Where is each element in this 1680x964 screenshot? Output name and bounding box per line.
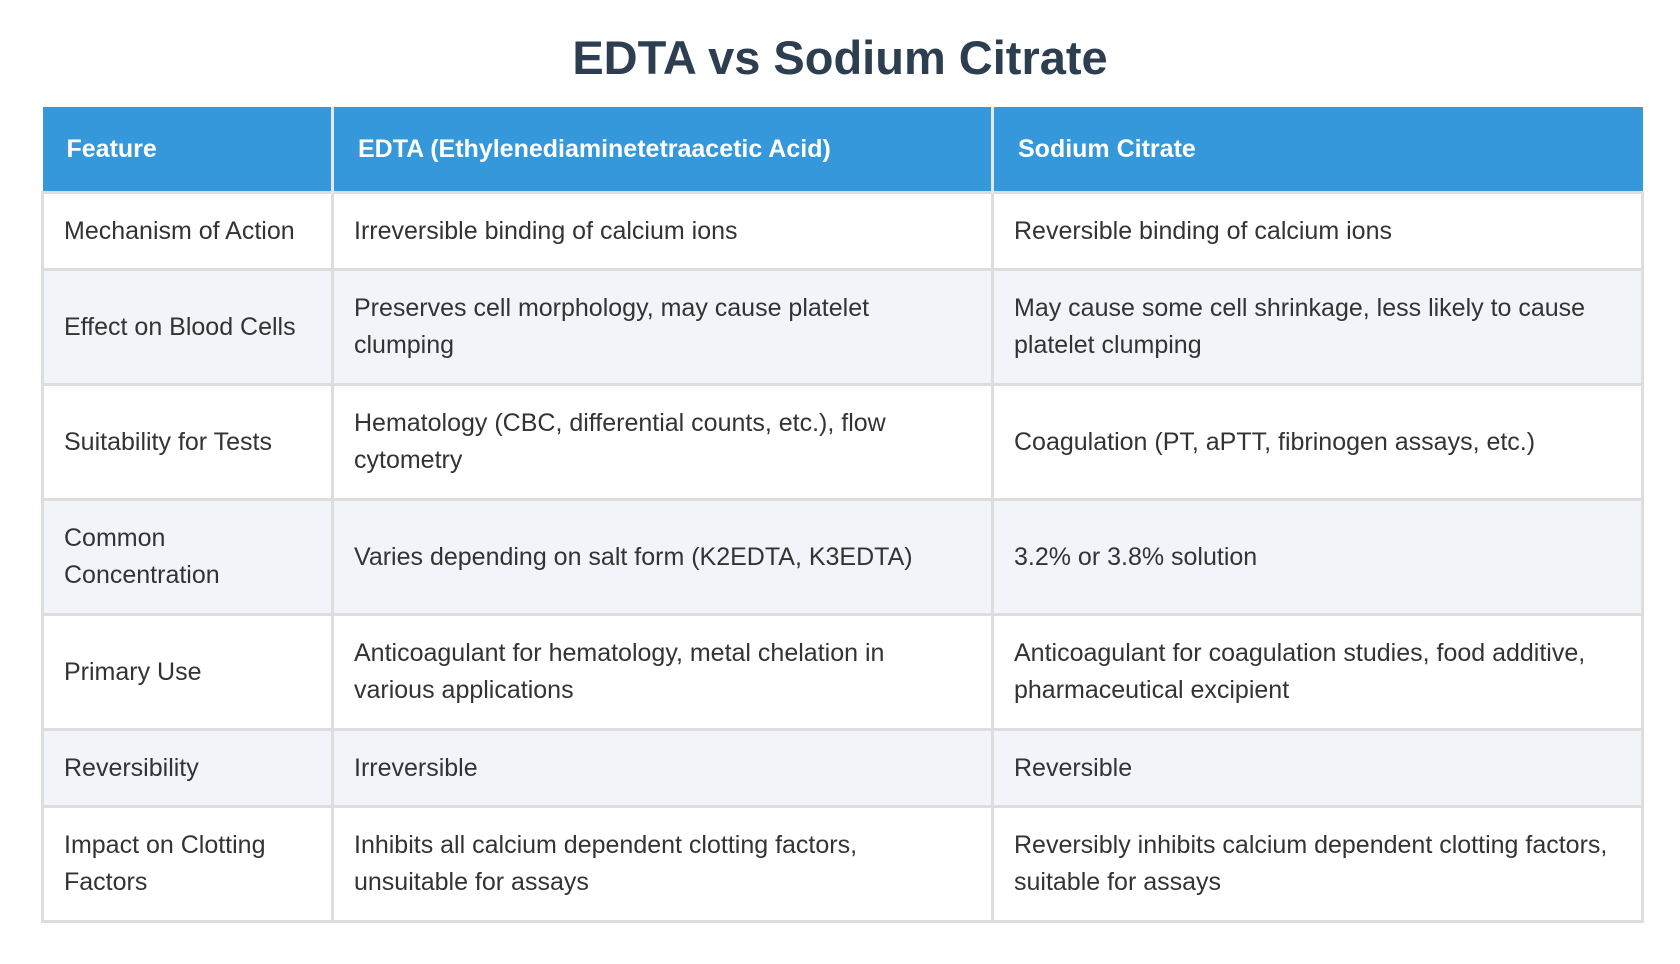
edta-cell: Irreversible	[333, 730, 993, 807]
sodium-citrate-cell: May cause some cell shrinkage, less likely to cause platelet clumping	[993, 270, 1643, 385]
edta-cell: Preserves cell morphology, may cause platelet clumping	[333, 270, 993, 385]
comparison-table	[41, 107, 1644, 923]
edta-cell: Anticoagulant for hematology, metal chelation in various applications	[333, 615, 993, 730]
comparison-table-container	[41, 107, 1641, 923]
sodium-citrate-cell: 3.2% or 3.8% solution	[993, 500, 1643, 615]
table-row	[43, 730, 1643, 807]
table-row	[43, 500, 1643, 615]
header-edta: EDTA (Ethylenediaminetetraacetic Acid)	[333, 107, 993, 193]
feature-cell: Mechanism of Action	[43, 193, 333, 270]
header-row	[43, 107, 1643, 193]
feature-cell: Common Concentration	[43, 500, 333, 615]
sodium-citrate-cell: Anticoagulant for coagulation studies, food additive, pharmaceutical excipient	[993, 615, 1643, 730]
page-title: EDTA vs Sodium Citrate	[572, 31, 1108, 84]
header-sodium-citrate: Sodium Citrate	[993, 107, 1643, 193]
sodium-citrate-cell: Reversible	[993, 730, 1643, 807]
sodium-citrate-cell: Reversible binding of calcium ions	[993, 193, 1643, 270]
feature-cell: Effect on Blood Cells	[43, 270, 333, 385]
table-row	[43, 385, 1643, 500]
sodium-citrate-cell: Coagulation (PT, aPTT, fibrinogen assays, etc.)	[993, 385, 1643, 500]
edta-cell: Varies depending on salt form (K2EDTA, K3EDTA)	[333, 500, 993, 615]
feature-cell: Impact on Clotting Factors	[43, 807, 333, 922]
edta-cell: Hematology (CBC, differential counts, etc.), flow cytometry	[333, 385, 993, 500]
table-row	[43, 193, 1643, 270]
feature-cell: Reversibility	[43, 730, 333, 807]
feature-cell: Suitability for Tests	[43, 385, 333, 500]
edta-cell: Inhibits all calcium dependent clotting factors, unsuitable for assays	[333, 807, 993, 922]
feature-cell: Primary Use	[43, 615, 333, 730]
header-feature: Feature	[43, 107, 333, 193]
table-row	[43, 270, 1643, 385]
table-header	[43, 107, 1643, 193]
edta-cell: Irreversible binding of calcium ions	[333, 193, 993, 270]
table-row	[43, 807, 1643, 922]
table-row	[43, 615, 1643, 730]
sodium-citrate-cell: Reversibly inhibits calcium dependent clotting factors, suitable for assays	[993, 807, 1643, 922]
table-body	[43, 193, 1643, 922]
